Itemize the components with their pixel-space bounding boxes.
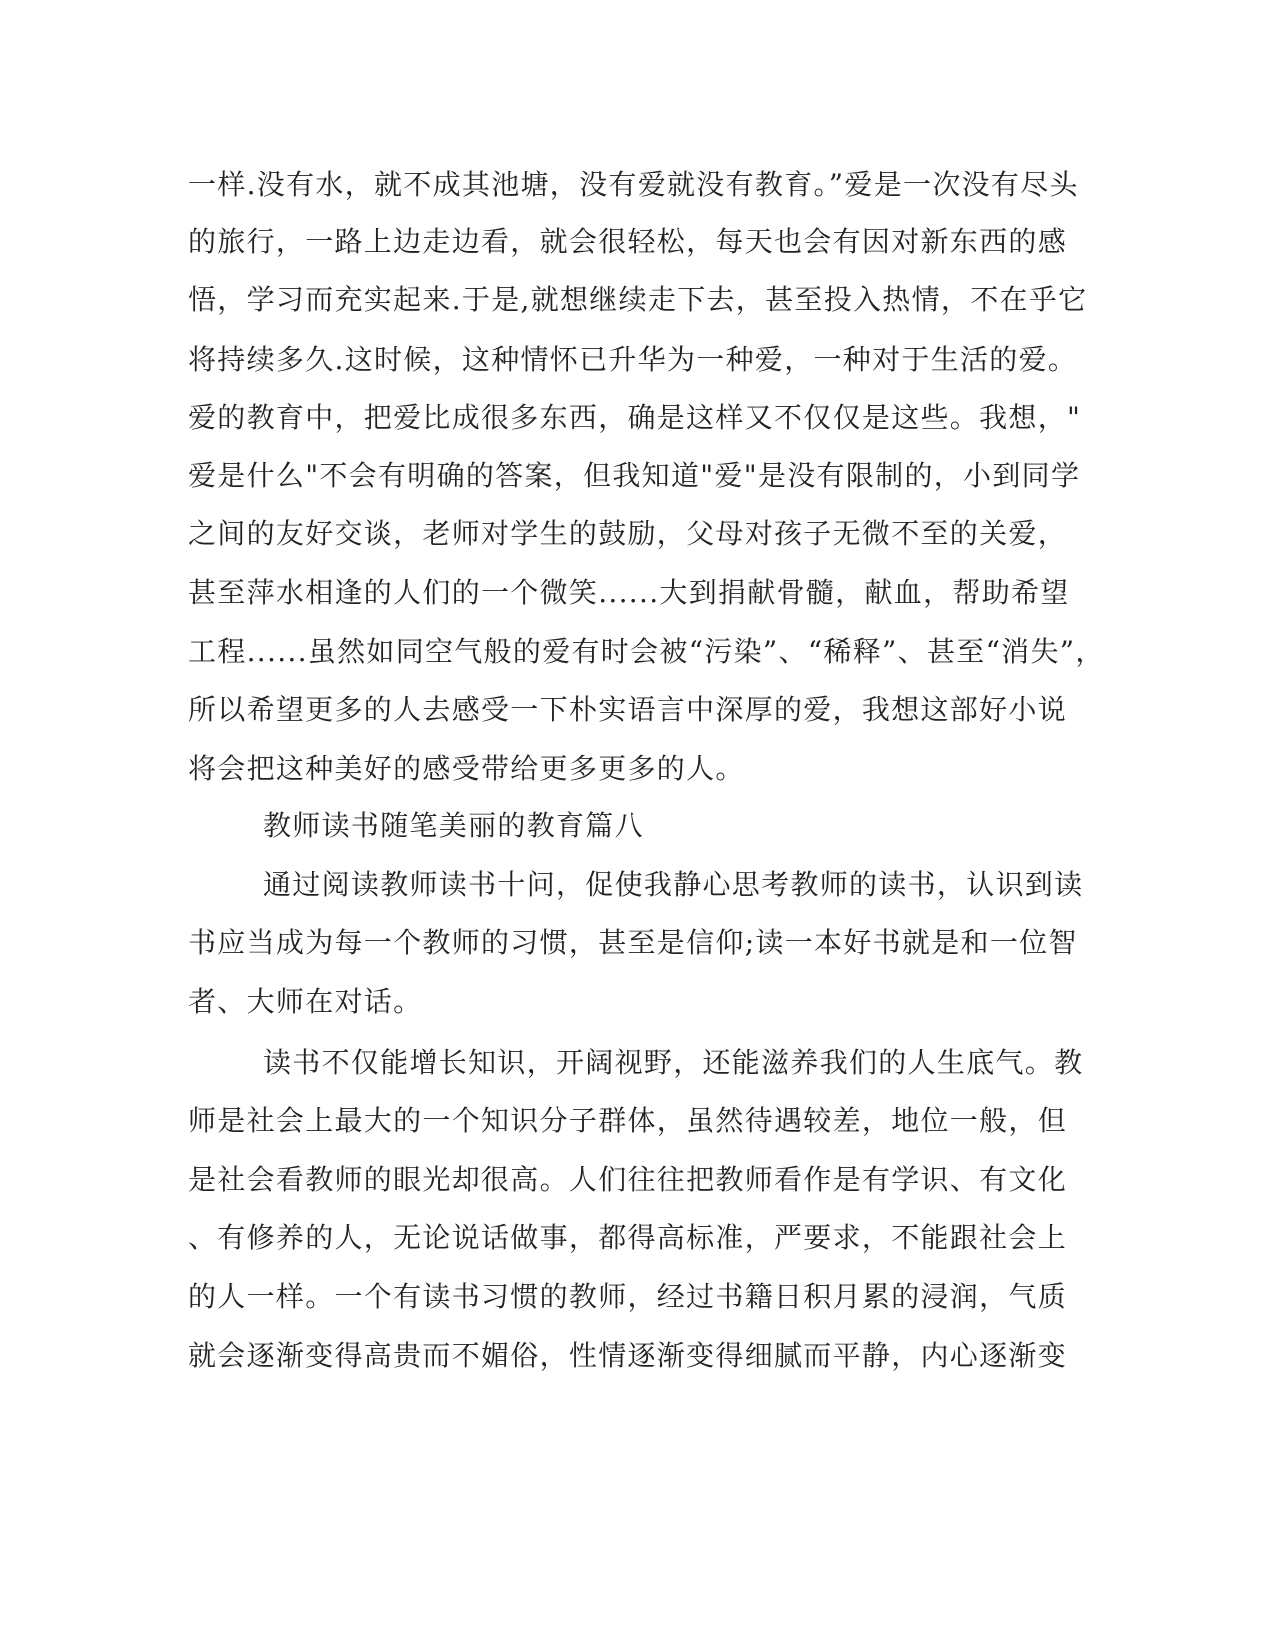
text-line: 、有修养的人，无论说话做事，都得高标准，严要求，不能跟社会上 <box>188 1221 1068 1254</box>
text-line: 爱是什么"不会有明确的答案，但我知道"爱"是没有限制的，小到同学 <box>188 459 1081 492</box>
text-line: 的人一样。一个有读书习惯的教师，经过书籍日积月累的浸润，气质 <box>188 1280 1068 1313</box>
text-line: 者、大师在对话。 <box>188 985 423 1018</box>
text-line: 书应当成为每一个教师的习惯，甚至是信仰;读一本好书就是和一位智 <box>188 926 1078 959</box>
text-line: 通过阅读教师读书十问，促使我静心思考教师的读书，认识到读 <box>263 868 1084 901</box>
text-line: 甚至萍水相逢的人们的一个微笑......大到捐献骨髓，献血，帮助希望 <box>188 576 1070 609</box>
text-line: 将持续多久.这时候，这种情怀已升华为一种爱，一种对于生活的爱。 <box>188 343 1078 376</box>
section-heading: 教师读书随笔美丽的教育篇八 <box>263 809 644 842</box>
text-line: 一样.没有水，就不成其池塘，没有爱就没有教育。”爱是一次没有尽头 <box>188 168 1079 201</box>
text-line: 师是社会上最大的一个知识分子群体，虽然待遇较差，地位一般，但 <box>188 1104 1068 1137</box>
text-line: 悟，学习而充实起来.于是,就想继续走下去，甚至投入热情，不在乎它 <box>188 283 1088 316</box>
text-line: 所以希望更多的人去感受一下朴实语言中深厚的爱，我想这部好小说 <box>188 693 1068 726</box>
text-line: 是社会看教师的眼光却很高。人们往往把教师看作是有学识、有文化 <box>188 1163 1068 1196</box>
text-line: 读书不仅能增长知识，开阔视野，还能滋养我们的人生底气。教 <box>263 1046 1084 1079</box>
text-line: 将会把这种美好的感受带给更多更多的人。 <box>188 752 745 785</box>
text-line: 工程......虽然如同空气般的爱有时会被“污染”、“稀释”、甚至“消失”， <box>188 635 1105 668</box>
text-line: 爱的教育中，把爱比成很多东西，确是这样又不仅仅是这些。我想，" <box>188 401 1082 434</box>
text-line: 就会逐渐变得高贵而不媚俗，性情逐渐变得细腻而平静，内心逐渐变 <box>188 1339 1068 1372</box>
text-line: 的旅行，一路上边走边看，就会很轻松，每天也会有因对新东西的感 <box>188 225 1068 258</box>
text-line: 之间的友好交谈，老师对学生的鼓励，父母对孩子无微不至的关爱， <box>188 517 1068 550</box>
